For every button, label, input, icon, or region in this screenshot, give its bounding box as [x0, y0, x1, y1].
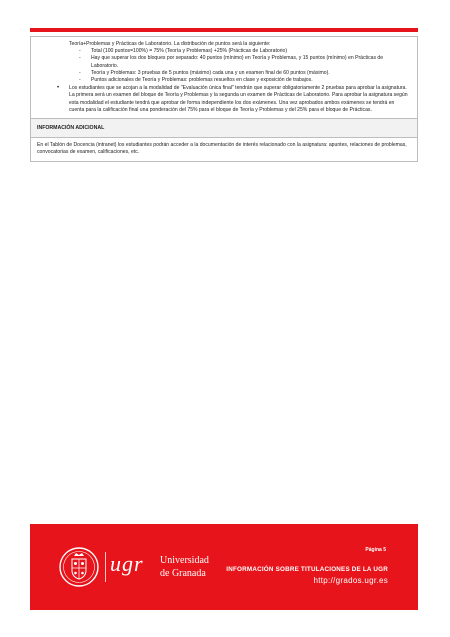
university-crest-icon [58, 546, 100, 588]
page-number: Página 5 [365, 547, 386, 553]
university-name-line1: Universidad [160, 555, 209, 566]
evaluation-point: - Teoría y Problemas: 3 pruebas de 5 puntos (máximo) cada una y un examen final de 60 puntos (máximo). [79, 70, 409, 77]
evaluation-point: - Puntos adicionales de Teoría y Problemas: problemas resueltos en clase y exposición de trabajos. [79, 77, 409, 84]
header-red-bar [30, 28, 418, 32]
footer-banner [30, 524, 418, 610]
evaluation-intro: Teoría+Problemas y Prácticas de Laboratorio. La distribución de puntos será la siguiente: [69, 41, 271, 47]
evaluation-section [31, 37, 417, 118]
ugr-wordmark: ugr [110, 551, 144, 576]
evaluation-point: - Total (100 puntos=100%) = 75% (Teoría y Problemas) +25% (Prácticas de Laboratorio) [79, 48, 409, 55]
evaluation-bullet: • Los estudiantes que se acojan a la modalidad de "Evaluación única final" tendrán que superar obligatoriamente 2 pruebas para aprobar la asignatura. La primera será un examen del bloque de Teoría y Problemas y la segunda un examen de Prácticas de Laboratorio. Para aprobar la asignatura según esta modalidad el estudiante tendrá que aprobar de forma independiente los dos exámenes. Una vez aprobados ambos exámenes se tendrá en cuenta para la calificación final una ponderación del 75% para el bloque de Teoría y Problemas y del 25% para el bloque de Prácticas. [57, 85, 409, 114]
university-name-line2: de Granada [160, 568, 206, 579]
evaluation-point: - Hay que superar los dos bloques por separado: 40 puntos (mínimo) en Teoría y Problemas, y 15 puntos (mínimo) en Prácticas de Laboratorio. [79, 55, 409, 69]
university-name [160, 554, 209, 580]
degrees-info-link[interactable]: http://grados.ugr.es [313, 576, 388, 585]
additional-info-text: En el Tablón de Docencia (intranet) los estudiantes podrán acceder a la documentación de interés relacionado con la asignatura: apuntes, relaciones de problemas, convocatorias de examen, calificaciones, etc. [37, 142, 407, 156]
degrees-info-title: INFORMACIÓN SOBRE TITULACIONES DE LA UGR [226, 566, 388, 573]
logo-separator [105, 552, 106, 582]
content-table [30, 36, 418, 162]
evaluation-bullet-list [39, 85, 409, 114]
additional-info-heading: INFORMACIÓN ADICIONAL [31, 118, 417, 138]
evaluation-points-list [39, 48, 409, 84]
